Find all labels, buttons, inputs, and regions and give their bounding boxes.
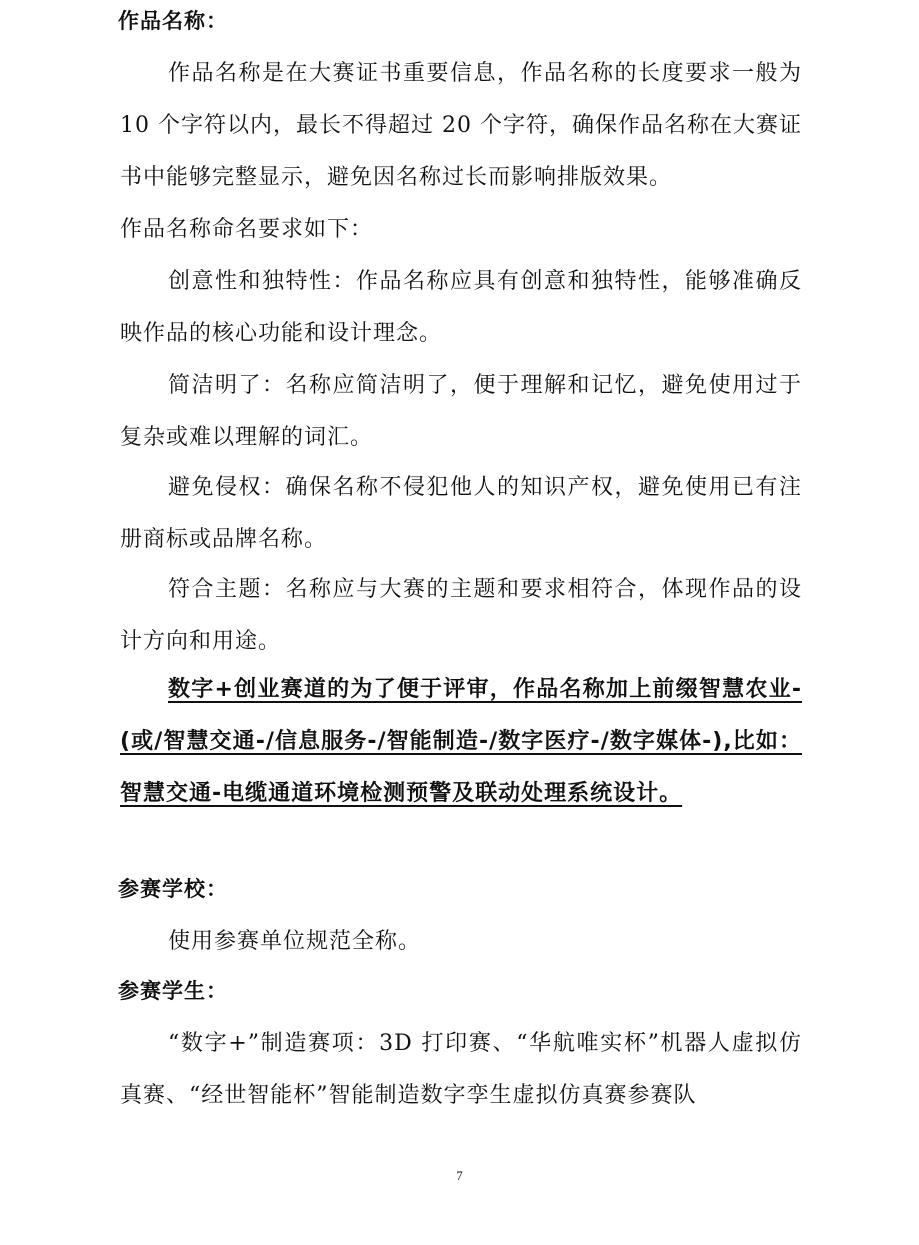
paragraph-work-name-intro: 作品名称是在大赛证书重要信息，作品名称的长度要求一般为 10 个字符以内，最长不得超过 20 个字符，确保作品名称在大赛证书中能够完整显示，避免因名称过长而影响排版效果。 <box>120 61 802 190</box>
heading-student: 参赛学生： <box>118 979 228 1003</box>
paragraph-match-theme: 符合主题：名称应与大赛的主题和要求相符合，体现作品的设计方向和用途。 <box>120 577 802 654</box>
heading-work-name: 作品名称： <box>118 9 228 33</box>
paragraph-concise: 简洁明了：名称应简洁明了，便于理解和记忆，避免使用过于复杂或难以理解的词汇。 <box>120 373 802 450</box>
paragraph-school: 使用参赛单位规范全称。 <box>168 929 422 954</box>
heading-school: 参赛学校： <box>118 877 228 901</box>
page-number: 7 <box>456 1168 463 1183</box>
paragraph-student: “数字+”制造赛项：3D 打印赛、“华航唯实杯”机器人虚拟仿真赛、“经世智能杯”智能制造数字孪生虚拟仿真赛参赛队 <box>120 1031 802 1108</box>
paragraph-naming-requirements: 作品名称命名要求如下： <box>120 217 374 242</box>
paragraph-avoid-infringement: 避免侵权：确保名称不侵犯他人的知识产权，避免使用已有注册商标或品牌名称。 <box>120 475 802 552</box>
paragraph-creativity: 创意性和独特性：作品名称应具有创意和独特性，能够准确反映作品的核心功能和设计理念。 <box>120 269 802 346</box>
paragraph-prefix-rule: 数字+创业赛道的为了便于评审，作品名称加上前缀智慧农业-(或/智慧交通-/信息服务-/智能制造-/数字医疗-/数字媒体-),比如：智慧交通-电缆通道环境检测预警及联动处理系统设计。 <box>120 677 802 806</box>
